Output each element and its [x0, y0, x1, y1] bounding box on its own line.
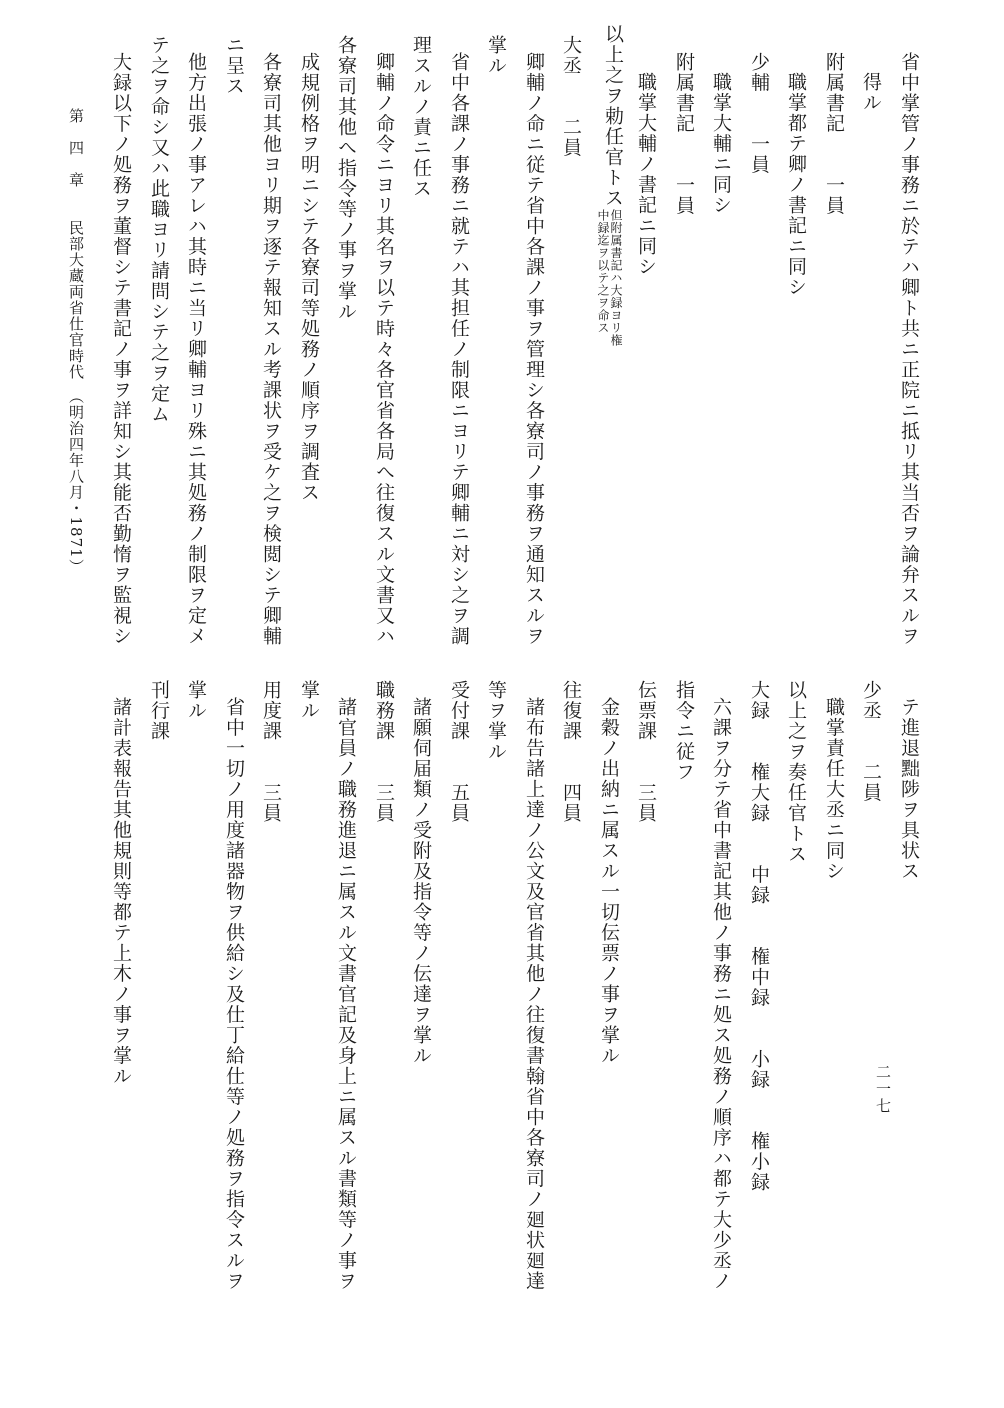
text-column: 成規例格ヲ明ニシテ各寮司等処務ノ順序ヲ調査ス [298, 52, 320, 503]
text-column: 指令ニ従フ [673, 680, 695, 783]
text-column: 掌ル [485, 35, 507, 76]
text-column: 掌ル [185, 680, 207, 721]
text-column: 金穀ノ出納ニ属スル一切伝票ノ事ヲ掌ル [598, 697, 620, 1066]
text-column: 諸計表報告其他規則等都テ上木ノ事ヲ掌ル [110, 697, 132, 1087]
text-column: 卿輔ノ命ニ従テ省中各課ノ事ヲ管理シ各寮司ノ事務ヲ通知スルヲ [523, 52, 545, 647]
text-column: 諸官員ノ職務進退ニ属スル文書官記及身上ニ属スル書類等ノ事ヲ [335, 697, 357, 1292]
text-column: 大録 権大録 中録 権中録 小録 権小録 [748, 680, 770, 1193]
text-column: テ之ヲ命シ又ハ此職ヨリ請問シテ之ヲ定ム [148, 35, 170, 425]
chapter-period: （明治四年八月・1871） [67, 396, 85, 575]
text-column: 得ル [860, 72, 882, 113]
text-column: 職掌都テ卿ノ書記ニ同シ [785, 72, 807, 298]
text-column: 少輔 一員 [748, 52, 770, 175]
text-column: 以上之ヲ奏任官トス [785, 680, 807, 865]
text-column: 職掌大輔ニ同シ [710, 72, 732, 216]
text-column: 職掌責任大丞ニ同シ [823, 697, 845, 882]
text-column: 大録以下ノ処務ヲ董督シテ書記ノ事ヲ詳知シ其能否勤惰ヲ監視シ [110, 52, 132, 647]
text-column: 少丞 二員 [860, 680, 882, 803]
text-column: 省中掌管ノ事務ニ於テハ卿ト共ニ正院ニ抵リ其当否ヲ論弁スルヲ [898, 52, 920, 647]
text-column: 各寮司其他ヨリ期ヲ逐テ報知スル考課状ヲ受ケ之ヲ検閲シテ卿輔 [260, 52, 282, 647]
text-column: 諸布告諸上達ノ公文及官省其他ノ往復書翰省中各寮司ノ廻状廻達 [523, 697, 545, 1292]
text-column: テ進退黜陟ヲ具状ス [898, 697, 920, 882]
text-column: 各寮司其他へ指令等ノ事ヲ掌ル [335, 35, 357, 322]
text-column: 省中各課ノ事務ニ就テハ其担任ノ制限ニヨリテ卿輔ニ対シ之ヲ調 [448, 52, 470, 647]
text-column: 等ヲ掌ル [485, 680, 507, 762]
text-column: 刊行課 [148, 680, 170, 742]
text-column: 伝票課 三員 [635, 680, 657, 824]
text-column: 卿輔ノ命令ニヨリ其名ヲ以テ時々各官省各局へ往復スル文書又ハ [373, 52, 395, 647]
chapter-title: 民部大蔵両省仕官時代 [67, 220, 85, 380]
text-column: 附属書記 一員 [823, 52, 845, 216]
text-column: 他方出張ノ事アレハ其時ニ当リ卿輔ヨリ殊ニ其処務ノ制限ヲ定メ [185, 52, 207, 647]
text-column: 省中一切ノ用度諸器物ヲ供給シ及仕丁給仕等ノ処務ヲ指令スルヲ [223, 697, 245, 1292]
text-column: ニ呈ス [223, 35, 245, 97]
text-column: 往復課 四員 [560, 680, 582, 824]
running-header [66, 108, 87, 575]
text-column: 職務課 三員 [373, 680, 395, 824]
text-column: 理スルノ責ニ任ス [410, 35, 432, 199]
text-column: 附属書記 一員 [673, 52, 695, 216]
chapter-label: 第 四 章 [67, 108, 85, 188]
text-column: 諸願伺届類ノ受附及指令等ノ伝達ヲ掌ル [410, 697, 432, 1066]
text-column: 六課ヲ分テ省中書記其他ノ事務ニ処ス処務ノ順序ハ都テ大少丞ノ [710, 697, 732, 1292]
text-column: 用度課 三員 [260, 680, 282, 824]
text-column [596, 24, 622, 346]
text-column: 受付課 五員 [448, 680, 470, 824]
text-column: 職掌大輔ノ書記ニ同シ [635, 72, 657, 277]
text-column: 掌ル [298, 680, 320, 721]
page-number: 二一七 [874, 1064, 892, 1115]
annotation-note: 但附属書記ハ大録ヨリ権 中録迄ヲ以テ之ヲ命ス [596, 208, 623, 346]
text-column: 大丞 二員 [560, 35, 582, 158]
column-main-text: 以上之ヲ勅任官トス [602, 24, 624, 209]
